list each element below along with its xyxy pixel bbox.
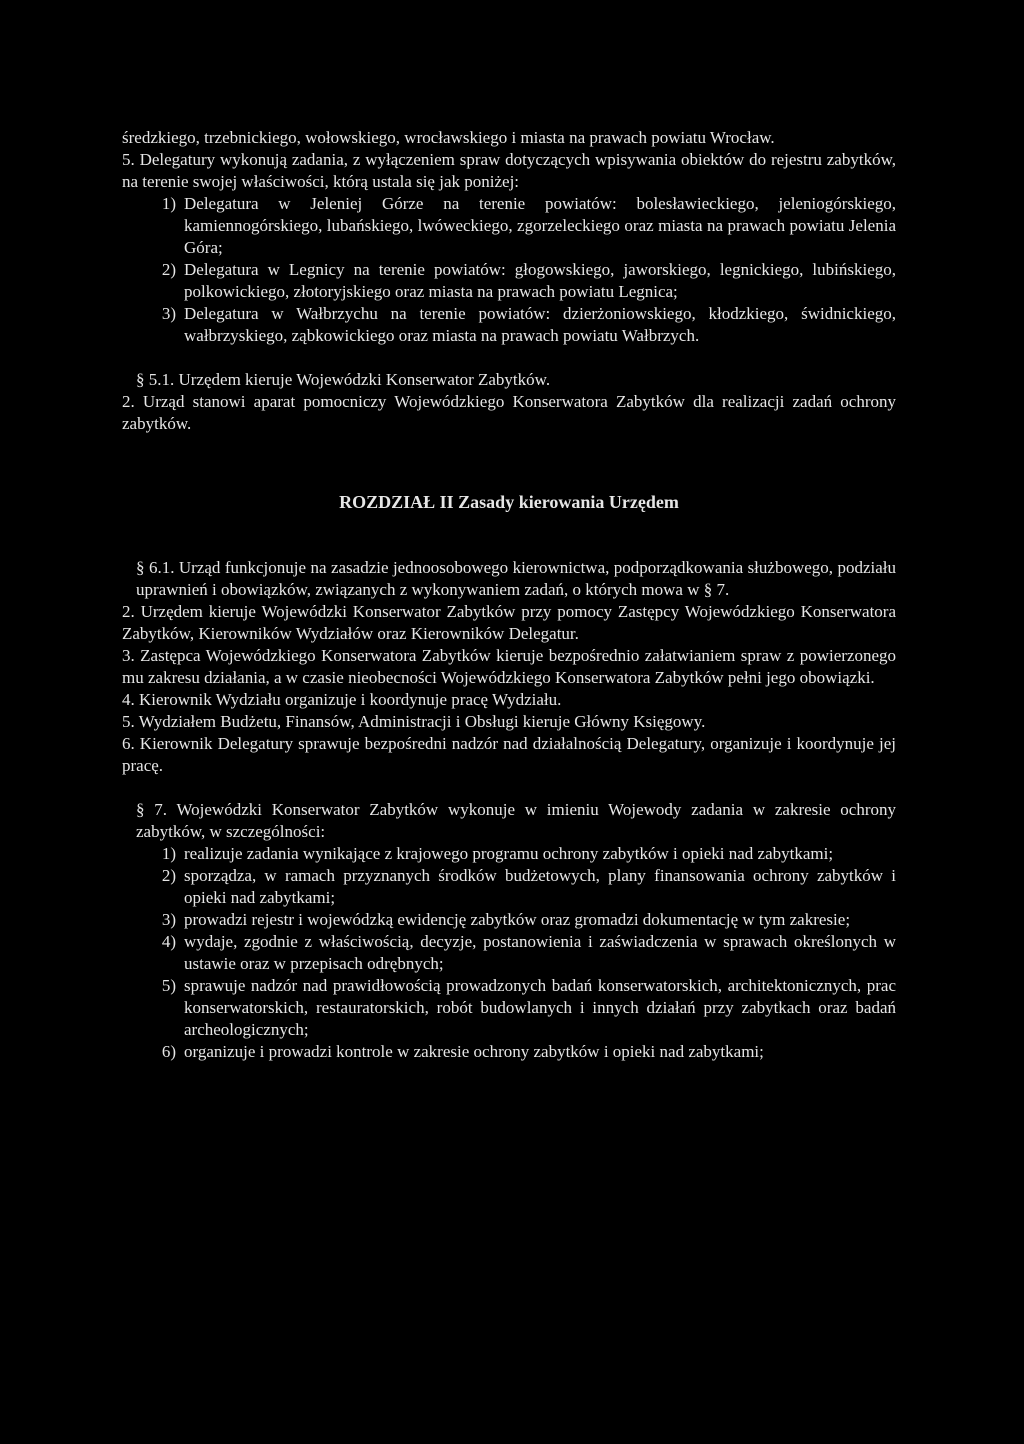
list-item bbox=[122, 259, 896, 303]
section-sign: § bbox=[136, 800, 145, 819]
section-6-para-5: 5. Wydziałem Budżetu, Finansów, Administracji i Obsługi kieruje Główny Księgowy. bbox=[122, 712, 706, 731]
list-item-number: 6) bbox=[161, 1042, 176, 1061]
section-6-para-6: 6. Kierownik Delegatury sprawuje bezpośredni nadzór nad działalnością Delegatury, organizuje i koordynuje jej pracę. bbox=[122, 734, 896, 775]
document-page bbox=[122, 127, 896, 1063]
list-item-text: Delegatura w Legnicy na terenie powiatów: głogowskiego, jaworskiego, legnickiego, lubińskiego, polkowickiego, złotoryjskiego oraz miasta na prawach powiatu Legnica; bbox=[184, 260, 896, 301]
section-6-text-1: 6.1. Urząd funkcjonuje na zasadzie jednoosobowego kierownictwa, podporządkowania służbowego, podziału uprawnień i obowiązków, związanych z wykonywaniem zadań, o których mowa w § 7. bbox=[136, 558, 896, 599]
duties-list bbox=[122, 843, 896, 1063]
list-item bbox=[122, 303, 896, 347]
list-item-text: Delegatura w Jeleniej Górze na terenie powiatów: bolesławieckiego, jeleniogórskiego, kamiennogórskiego, lubańskiego, lwóweckiego, zgorzeleckiego oraz miasta na prawach powiatu Jelenia Góra; bbox=[184, 194, 896, 257]
section-sign: § bbox=[136, 558, 145, 577]
list-item-number: 2) bbox=[161, 866, 176, 885]
section-6-para-1 bbox=[122, 557, 896, 601]
list-item-number: 2) bbox=[161, 260, 176, 279]
section-sign: § bbox=[136, 370, 145, 389]
list-item bbox=[122, 865, 896, 909]
list-item-text: realizuje zadania wynikające z krajowego programu ochrony zabytków i opieki nad zabytkami; bbox=[184, 844, 834, 863]
list-item-text: prowadzi rejestr i wojewódzką ewidencję zabytków oraz gromadzi dokumentację w tym zakresie; bbox=[184, 910, 851, 929]
section-5-para-2: 2. Urząd stanowi aparat pomocniczy Wojewódzkiego Konserwatora Zabytków dla realizacji zadań ochrony zabytków. bbox=[122, 392, 896, 433]
chapter-heading: ROZDZIAŁ II Zasady kierowania Urzędem bbox=[339, 492, 679, 512]
list-item bbox=[122, 843, 896, 865]
section-6-para-2: 2. Urzędem kieruje Wojewódzki Konserwator Zabytków przy pomocy Zastępcy Wojewódzkiego Konserwatora Zabytków, Kierowników Wydziałów oraz Kierowników Delegatur. bbox=[122, 602, 896, 643]
list-item-number: 1) bbox=[161, 194, 176, 213]
list-item-number: 3) bbox=[161, 304, 176, 323]
section-7-lead-text: 7. Wojewódzki Konserwator Zabytków wykonuje w imieniu Wojewody zadania w zakresie ochrony zabytków, w szczególności: bbox=[136, 800, 897, 841]
intro-paragraph: średzkiego, trzebnickiego, wołowskiego, wrocławskiego i miasta na prawach powiatu Wrocław. bbox=[122, 128, 775, 147]
section-6-para-3: 3. Zastępca Wojewódzkiego Konserwatora Zabytków kieruje bezpośrednio załatwianiem spraw z powierzonego mu zakresu działania, a w czasie nieobecności Wojewódzkiego Konserwatora Zabytków pełni jego obowiązki. bbox=[122, 646, 896, 687]
list-item bbox=[122, 931, 896, 975]
list-item-text: organizuje i prowadzi kontrole w zakresie ochrony zabytków i opieki nad zabytkami; bbox=[184, 1042, 764, 1061]
list-item bbox=[122, 1041, 896, 1063]
list-item-number: 1) bbox=[161, 844, 176, 863]
list-item bbox=[122, 909, 896, 931]
list-item bbox=[122, 193, 896, 259]
list-item-number: 5) bbox=[161, 976, 176, 995]
section-5-para-1 bbox=[122, 369, 896, 391]
list-item bbox=[122, 975, 896, 1041]
section-7-lead bbox=[122, 799, 896, 843]
delegatury-list bbox=[122, 193, 896, 347]
list-item-text: wydaje, zgodnie z właściwością, decyzje, postanowienia i zaświadczenia w sprawach określonych w ustawie oraz w przepisach odrębnych; bbox=[184, 932, 896, 973]
list-item-text: Delegatura w Wałbrzychu na terenie powiatów: dzierżoniowskiego, kłodzkiego, świdnickiego, wałbrzyskiego, ząbkowickiego oraz miasta na prawach powiatu Wałbrzych. bbox=[184, 304, 896, 345]
section-5-text-1: 5.1. Urzędem kieruje Wojewódzki Konserwator Zabytków. bbox=[148, 370, 551, 389]
list-item-number: 3) bbox=[161, 910, 176, 929]
list-item-text: sprawuje nadzór nad prawidłowością prowadzonych badań konserwatorskich, architektonicznych, prac konserwatorskich, restauratorskich, robót budowlanych i innych działań przy zabytkach oraz badań archeologicznych; bbox=[184, 976, 896, 1039]
list-item-text: sporządza, w ramach przyznanych środków budżetowych, plany finansowania ochrony zabytków i opieki nad zabytkami; bbox=[184, 866, 896, 907]
paragraph-5-lead: 5. Delegatury wykonują zadania, z wyłączeniem spraw dotyczących wpisywania obiektów do rejestru zabytków, na terenie swojej właściwości, którą ustala się jak poniżej: bbox=[122, 150, 896, 191]
section-6-para-4: 4. Kierownik Wydziału organizuje i koordynuje pracę Wydziału. bbox=[122, 690, 562, 709]
list-item-number: 4) bbox=[161, 932, 176, 951]
